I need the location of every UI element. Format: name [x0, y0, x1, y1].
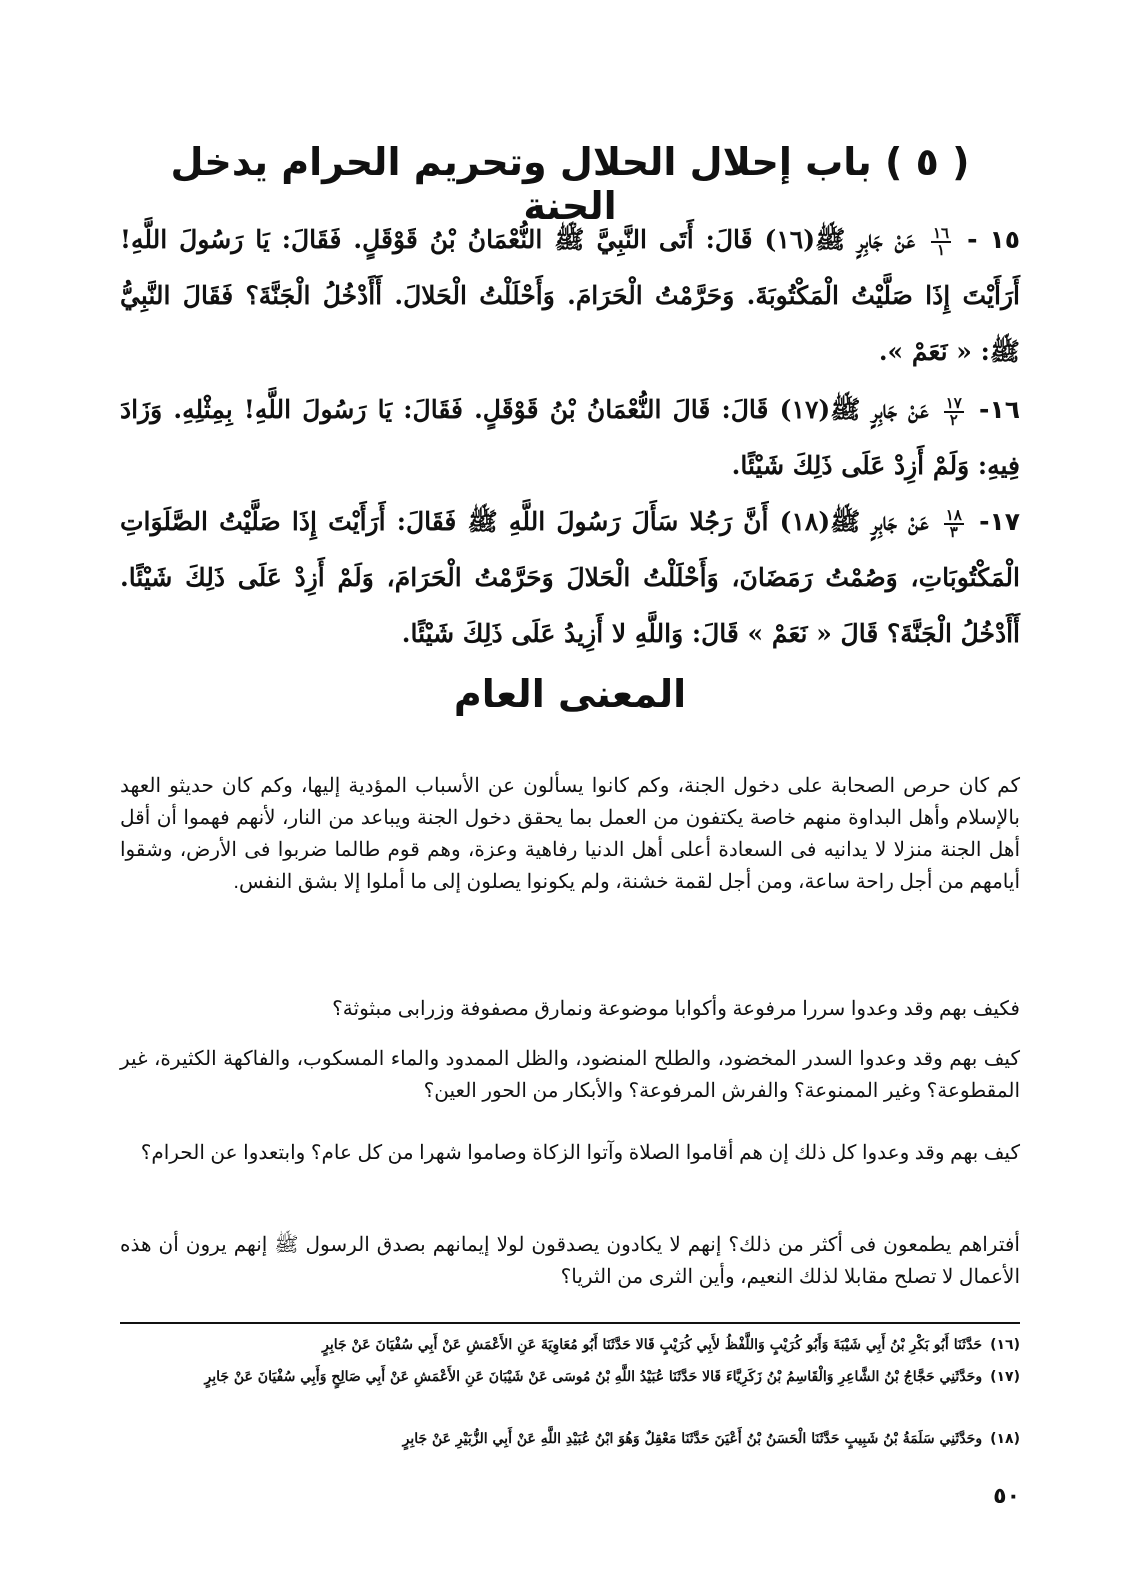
- footnote-text: وحَدَّثَنِي سَلَمَةُ بْنُ شَبِيبٍ حَدَّثَنَا الْحَسَنُ بْنُ أَعْيَنَ حَدَّثَنَا مَعْقِلٌ وَهُوَ ابْنُ عُبَيْدِ اللَّهِ عَنْ أَبِي الزُّبَيْرِ عَنْ جَابِرٍ: [402, 1431, 983, 1447]
- chapter-title: ( ٥ ) باب إحلال الحلال وتحريم الحرام يدخل الجنة: [170, 140, 970, 228]
- section-heading: المعنى العام: [453, 672, 687, 716]
- hadith-text: عَنْ جَابِرٍ ﷺ(١٨) أَنَّ رَجُلا سَأَلَ رَسُولَ اللَّهِ ﷺ فَقَالَ: أَرَأَيْتَ إِذَا صَلَّيْتُ الصَّلَوَاتِ الْمَكْتُوبَاتِ، وَصُمْتُ رَمَضَانَ، وَأَحْلَلْتُ الْحَلالَ وَحَرَّمْتُ الْحَرَامَ، وَلَمْ أَزِدْ عَلَى ذَلِكَ شَيْئًا. أَأَدْخُلُ الْجَنَّةَ؟ قَالَ « نَعَمْ » قَالَ: وَاللَّهِ لا أَزِيدُ عَلَى ذَلِكَ شَيْئًا.: [120, 507, 1020, 648]
- hadith-reference-fraction: [931, 223, 951, 259]
- footnote-number: (١٦): [990, 1337, 1020, 1353]
- hadith-15: [120, 212, 1020, 380]
- footnote-18: [120, 1428, 1020, 1450]
- footnote-17: [120, 1366, 1020, 1388]
- reference-bottom: ٣: [949, 522, 958, 541]
- footnote-divider: [120, 1322, 1020, 1324]
- hadith-text: عَنْ جَابِرٍ ﷺ(١٦) قَالَ: أَتَى النَّبِيَّ ﷺ النُّعْمَانُ بْنُ قَوْقَلٍ. فَقَالَ: يَا رَسُولَ اللَّهِ! أَرَأَيْتَ إِذَا صَلَّيْتُ الْمَكْتُوبَةَ. وَحَرَّمْتُ الْحَرَامَ. وَأَحْلَلْتُ الْحَلالَ. أَأَدْخُلُ الْجَنَّةَ؟ فَقَالَ النَّبِيُّ ﷺ: « نَعَمْ ».: [120, 225, 1020, 366]
- hadith-17: [120, 494, 1020, 662]
- footnote-number: (١٨): [990, 1431, 1020, 1447]
- commentary-paragraph-2: فكيف بهم وقد وعدوا سررا مرفوعة وأكوابا موضوعة ونمارق مصفوفة وزرابى مبثوثة؟: [332, 998, 1020, 1020]
- commentary-paragraph-3: كيف بهم وقد وعدوا السدر المخضود، والطلح المنضود، والظل الممدود والماء المسكوب، والفاكهة الكثيرة، غير المقطوعة؟ وغير الممنوعة؟ والفرش المرفوعة؟ والأبكار من الحور العين؟: [120, 1048, 1020, 1102]
- hadith-reference-fraction: [944, 505, 964, 541]
- commentary-paragraph-4: كيف بهم وقد وعدوا كل ذلك إن هم أقاموا الصلاة وآتوا الزكاة وصاموا شهرا من كل عام؟ وابتعدوا عن الحرام؟: [140, 1142, 1020, 1164]
- hadith-16: [120, 382, 1020, 494]
- hadith-number: ١٧-: [979, 507, 1020, 536]
- reference-bottom: ١: [937, 240, 946, 259]
- reference-top: ١٧: [945, 393, 962, 412]
- footnote-text: وحَدَّثَنِي حَجَّاجُ بْنُ الشَّاعِرِ وَالْقَاسِمُ بْنُ زَكَرِيَّاءَ قَالا حَدَّثَنَا عُبَيْدُ اللَّهِ بْنُ مُوسَى عَنْ شَيْبَانَ عَنِ الأَعْمَشِ عَنْ أَبِي صَالِحٍ وَأَبِي سُفْيَانَ عَنْ جَابِرٍ: [204, 1369, 983, 1385]
- commentary-paragraph-1: كم كان حرص الصحابة على دخول الجنة، وكم كانوا يسألون عن الأسباب المؤدية إليها، وكم كان حديثو العهد بالإسلام وأهل البداوة منهم خاصة يكتفون من العمل بما يحقق دخول الجنة ويباعد من النار، لأنهم فهموا أن أقل أهل الجنة منزلا لا يدانيه فى السعادة أعلى أهل الدنيا رفاهية وعزة، وهم قوم طالما ضربوا فى الأرض، وشقوا أيامهم من أجل راحة ساعة، ومن أجل لقمة خشنة، ولم يكونوا يصلون إلى ما أملوا إلا بشق النفس.: [120, 775, 1020, 893]
- footnote-16: [120, 1334, 1020, 1356]
- footnote-number: (١٧): [990, 1369, 1020, 1385]
- reference-bottom: ٢: [949, 410, 958, 429]
- reference-top: ١٨: [945, 505, 962, 524]
- document-page: [120, 0, 1020, 1577]
- commentary-paragraph-5: أفتراهم يطمعون فى أكثر من ذلك؟ إنهم لا يكادون يصدقون لولا إيمانهم بصدق الرسول ﷺ إنهم يرون أن هذه الأعمال لا تصلح مقابلا لذلك النعيم، وأين الثرى من الثريا؟: [120, 1234, 1020, 1288]
- hadith-text: عَنْ جَابِرٍ ﷺ(١٧) قَالَ: قَالَ النُّعْمَانُ بْنُ قَوْقَلٍ. فَقَالَ: يَا رَسُولَ اللَّهِ! بِمِثْلِهِ. وَزَادَ فِيهِ: وَلَمْ أَزِدْ عَلَى ذَلِكَ شَيْئًا.: [120, 395, 1020, 480]
- reference-top: ١٦: [933, 223, 950, 242]
- hadith-number: ١٥ -: [967, 225, 1020, 254]
- footnote-text: حَدَّثَنَا أَبُو بَكْرِ بْنُ أَبِي شَيْبَةَ وَأَبُو كُرَيْبٍ وَاللَّفْظُ لأَبِي كُرَيْبٍ قَالا حَدَّثَنَا أَبُو مُعَاوِيَةَ عَنِ الأَعْمَشِ عَنْ أَبِي سُفْيَانَ عَنْ جَابِرٍ: [322, 1337, 983, 1353]
- page-number: ٥٠: [993, 1484, 1020, 1509]
- hadith-number: ١٦-: [979, 395, 1020, 424]
- hadith-reference-fraction: [944, 393, 964, 429]
